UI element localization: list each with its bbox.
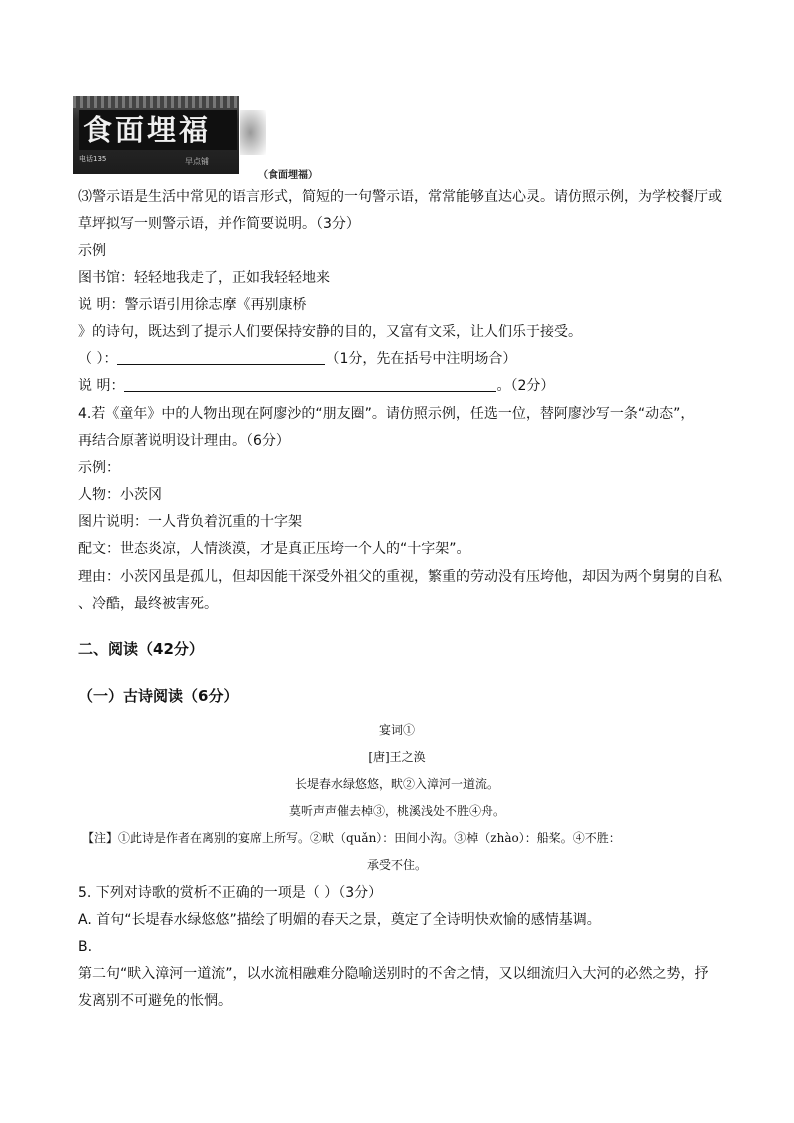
q3-example-label: 示例 (78, 243, 106, 259)
q3-prompt-line-2: 草坪拟写一则警示语，并作简要说明。（3分） (78, 216, 360, 232)
q3-explain-blank[interactable] (124, 377, 496, 392)
sign-phone: 电话135 (79, 155, 107, 163)
sign-text: 食面埋福 (83, 113, 212, 147)
q3-answer-line (78, 350, 516, 368)
q5-option-b-label: B. (78, 939, 93, 955)
q3-prompt-line-1: ⑶警示语是生活中常见的语言形式，简短的一句警示语，常常能够直达心灵。请仿照示例，为学校餐厅或 (78, 189, 722, 205)
q4-text: 配文：世态炎凉，人情淡漠，才是真正压垮一个人的“十字架”。 (78, 541, 471, 557)
q3-explain-prefix: 说 明： (78, 378, 125, 394)
q3-explain-line-2: 》的诗句，既达到了提示人们要保持安静的目的，又富有文采，让人们乐于接受。 (78, 324, 582, 340)
figure-caption: （食面埋福） (258, 170, 318, 181)
q4-picture: 图片说明：一人背负着沉重的十字架 (78, 514, 302, 530)
poem-line-1: 长堤春水绿悠悠，畎②入漳河一道流。 (294, 777, 499, 791)
photo-top-band (73, 96, 239, 108)
poem-note-line-2: 承受不住。 (366, 858, 427, 872)
q4-person: 人物：小茨冈 (78, 487, 162, 503)
shop-sign-photo (73, 96, 239, 174)
q3-answer-prefix: （ ）： (78, 351, 118, 367)
q5-option-b-line-2: 发离别不可避免的怅惘。 (78, 993, 232, 1009)
q3-explain-suffix: 。（2分） (496, 378, 555, 394)
q4-prompt-line-2: 再结合原著说明设计理由。（6分） (78, 433, 290, 449)
photo-edge (240, 110, 266, 155)
poem-line-2: 莫听声声催去棹③，桃溪浅处不胜④舟。 (288, 804, 505, 818)
q4-example-label: 示例： (78, 460, 120, 476)
q5-option-b-line-1: 第二句“畎入漳河一道流”，以水流相融难分隐喻送别时的不舍之情，又以细流归入大河的必然之势，抒 (78, 966, 709, 982)
section-2-title: 二、阅读（42分） (78, 640, 204, 658)
q4-reason-line-2: 、冷酷，最终被害死。 (78, 596, 218, 612)
q4-prompt-line-1: 4.若《童年》中的人物出现在阿廖沙的“朋友圈”。请仿照示例，任选一位，替阿廖沙写一条“动态”， (78, 406, 695, 422)
q3-answer-blank[interactable] (117, 350, 325, 365)
q5-prompt: 5. 下列对诗歌的赏析不正确的一项是（ ）（3分） (78, 885, 383, 901)
q3-example-line: 图书馆：轻轻地我走了，正如我轻轻地来 (78, 270, 330, 286)
q3-explain-answer-line (78, 377, 554, 395)
poem-author: [唐]王之涣 (368, 750, 426, 764)
poem-title: 宴词① (378, 723, 415, 737)
section-2-subtitle: （一）古诗阅读（6分） (78, 687, 239, 705)
poem-note-line-1: 【注】①此诗是作者在离别的宴席上所写。②畎（quǎn）：田间小沟。③棹（zhào）：船桨。④不胜： (82, 831, 621, 845)
q5-option-a: A. 首句“长堤春水绿悠悠”描绘了明媚的春天之景，奠定了全诗明快欢愉的感情基调。 (78, 912, 601, 928)
q3-explain-line-1: 说 明：警示语引用徐志摩《再别康桥 (78, 297, 307, 313)
q4-reason-line-1: 理由：小茨冈虽是孤儿，但却因能干深受外祖父的重视，繁重的劳动没有压垮他，却因为两个舅舅的自私 (78, 569, 722, 585)
sign-shop: 早点铺 (185, 157, 209, 166)
q3-answer-suffix: （1分，先在括号中注明场合） (325, 351, 517, 367)
